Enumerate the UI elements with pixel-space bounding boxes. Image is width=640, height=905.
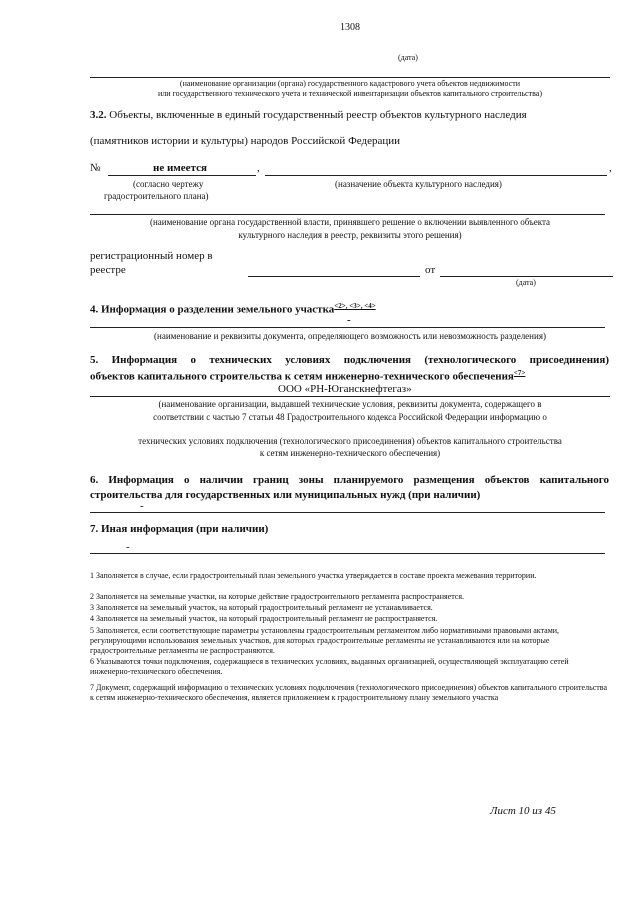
- footnote-1: 1 Заполняется в случае, если градостроительный план земельного участка утверждается в составе проекта межевания территории.: [90, 571, 537, 580]
- section-4-value: -: [347, 314, 351, 326]
- footnote-refs: <2>, <3>, <4>: [334, 302, 376, 310]
- section-7-underline: [90, 553, 605, 554]
- caption-drawing-line-1: (согласно чертежу: [133, 179, 204, 189]
- sheet-number: Лист 10 из 45: [490, 805, 556, 817]
- registration-label-line-2: реестре: [90, 264, 126, 276]
- section-7-value: -: [126, 541, 130, 553]
- section-6-title-line-2: строительства для государственных или муниципальных нужд (при наличии): [90, 489, 481, 501]
- section-4-title-text: 4. Информация о разделении земельного участка: [90, 303, 335, 316]
- authority-underline: [90, 214, 605, 215]
- footnote-2: 2 Заполняется на земельные участки, на которые действие градостроительного регламента распространяется.: [90, 592, 465, 601]
- caption-purpose: (назначение объекта культурного наследия): [335, 179, 502, 189]
- org-caption-line-2: или государственного технического учета и технической инвентаризации объектов капитального строительства): [157, 89, 542, 98]
- footnote-7: 7 Документ, содержащий информацию о технических условиях подключения (технологического присоединения) объектов капитального строительства к сетям инженерно-технического обеспечения, является приложением к градостроительному плану земельного участка: [90, 683, 607, 702]
- section-7-title: 7. Иная информация (при наличии): [90, 523, 269, 535]
- footnote-5: 5 Заполняется, если соответствующие параметры установлены градостроительным регламентом либо нормативными правовыми актами, регулирующими использования земельных участков, для которых градостроительные регламенты не устанавливаются или на которые градостроительные регламенты не распространяются.: [90, 626, 560, 655]
- footnote-ref: <7>: [513, 369, 526, 377]
- section-5-title-line-1: 5. Информация о технических условиях подключения (технологического присоединения): [90, 354, 609, 366]
- section-5-caption-line-1: (наименование организации, выдавшей технические условия, реквизиты документа, содержащего в: [158, 399, 542, 409]
- caption-drawing-line-2: градостроительного плана): [104, 191, 209, 201]
- section-5-title-text: объектов капитального строительства к сетям инженерно-технического обеспечения: [90, 370, 514, 383]
- section-3-2-title: [90, 109, 527, 121]
- section-5-caption-line-3: технических условиях подключения (технологического присоединения) объектов капитального строительства: [138, 436, 562, 446]
- section-5-caption-line-4: к сетям инженерно-технического обеспечения): [259, 448, 441, 458]
- section-6-underline: [90, 512, 605, 513]
- footnote-6: 6 Указываются точки подключения, содержащиеся в технических условиях, выданных организацией, осуществляющей эксплуатацию сетей инженерно-технического обеспечения.: [90, 657, 569, 676]
- section-number: 3.2.: [90, 109, 107, 121]
- section-3-2-title-line-1: Объекты, включенные в единый государственный реестр объектов культурного наследия: [109, 109, 527, 121]
- section-4-caption: (наименование и реквизиты документа, определяющего возможность или невозможность разделения): [154, 331, 546, 341]
- section-6-title-line-1: 6. Информация о наличии границ зоны планируемого размещения объектов капитального: [90, 474, 609, 486]
- footnote-3: 3 Заполняется на земельный участок, на который градостроительный регламент не устанавливается.: [90, 603, 433, 612]
- number-underline: [108, 175, 256, 176]
- registration-label-line-1: регистрационный номер в: [90, 250, 213, 262]
- section-6-value: -: [140, 500, 144, 512]
- date-caption: (дата): [398, 53, 418, 62]
- org-caption-line-1: (наименование организации (органа) государственного кадастрового учета объектов недвижимости: [179, 79, 521, 88]
- comma: ,: [609, 162, 612, 174]
- object-number-value: не имеется: [153, 162, 207, 174]
- caption-authority-line-2: культурного наследия в реестр, реквизиты этого решения): [238, 230, 462, 240]
- date-underline: [440, 276, 613, 277]
- purpose-underline: [265, 175, 607, 176]
- comma: ,: [257, 162, 260, 174]
- divider-line: [90, 77, 610, 78]
- number-sign: №: [90, 162, 101, 174]
- section-4-underline: [90, 327, 605, 328]
- from-label: от: [425, 264, 436, 276]
- registration-underline: [248, 276, 420, 277]
- section-5-underline: [90, 396, 610, 397]
- section-4-title: [90, 302, 376, 316]
- section-5-title-line-2: [90, 369, 525, 383]
- date-caption: (дата): [516, 278, 536, 287]
- section-5-caption-line-2: соответствии с частью 7 статьи 48 Градостроительного кодекса Российской Федерации информацию о: [153, 412, 547, 422]
- footnote-4: 4 Заполняется на земельный участок, на который градостроительный регламент не распространяется.: [90, 614, 438, 623]
- caption-authority-line-1: (наименование органа государственной власти, принявшего решение о включении выявленного объекта: [149, 217, 551, 227]
- section-5-value: ООО «РН-Юганскнефтегаз»: [278, 383, 412, 395]
- section-3-2-title-line-2: (памятников истории и культуры) народов Российской Федерации: [90, 135, 401, 147]
- page-number: 1308: [340, 22, 360, 33]
